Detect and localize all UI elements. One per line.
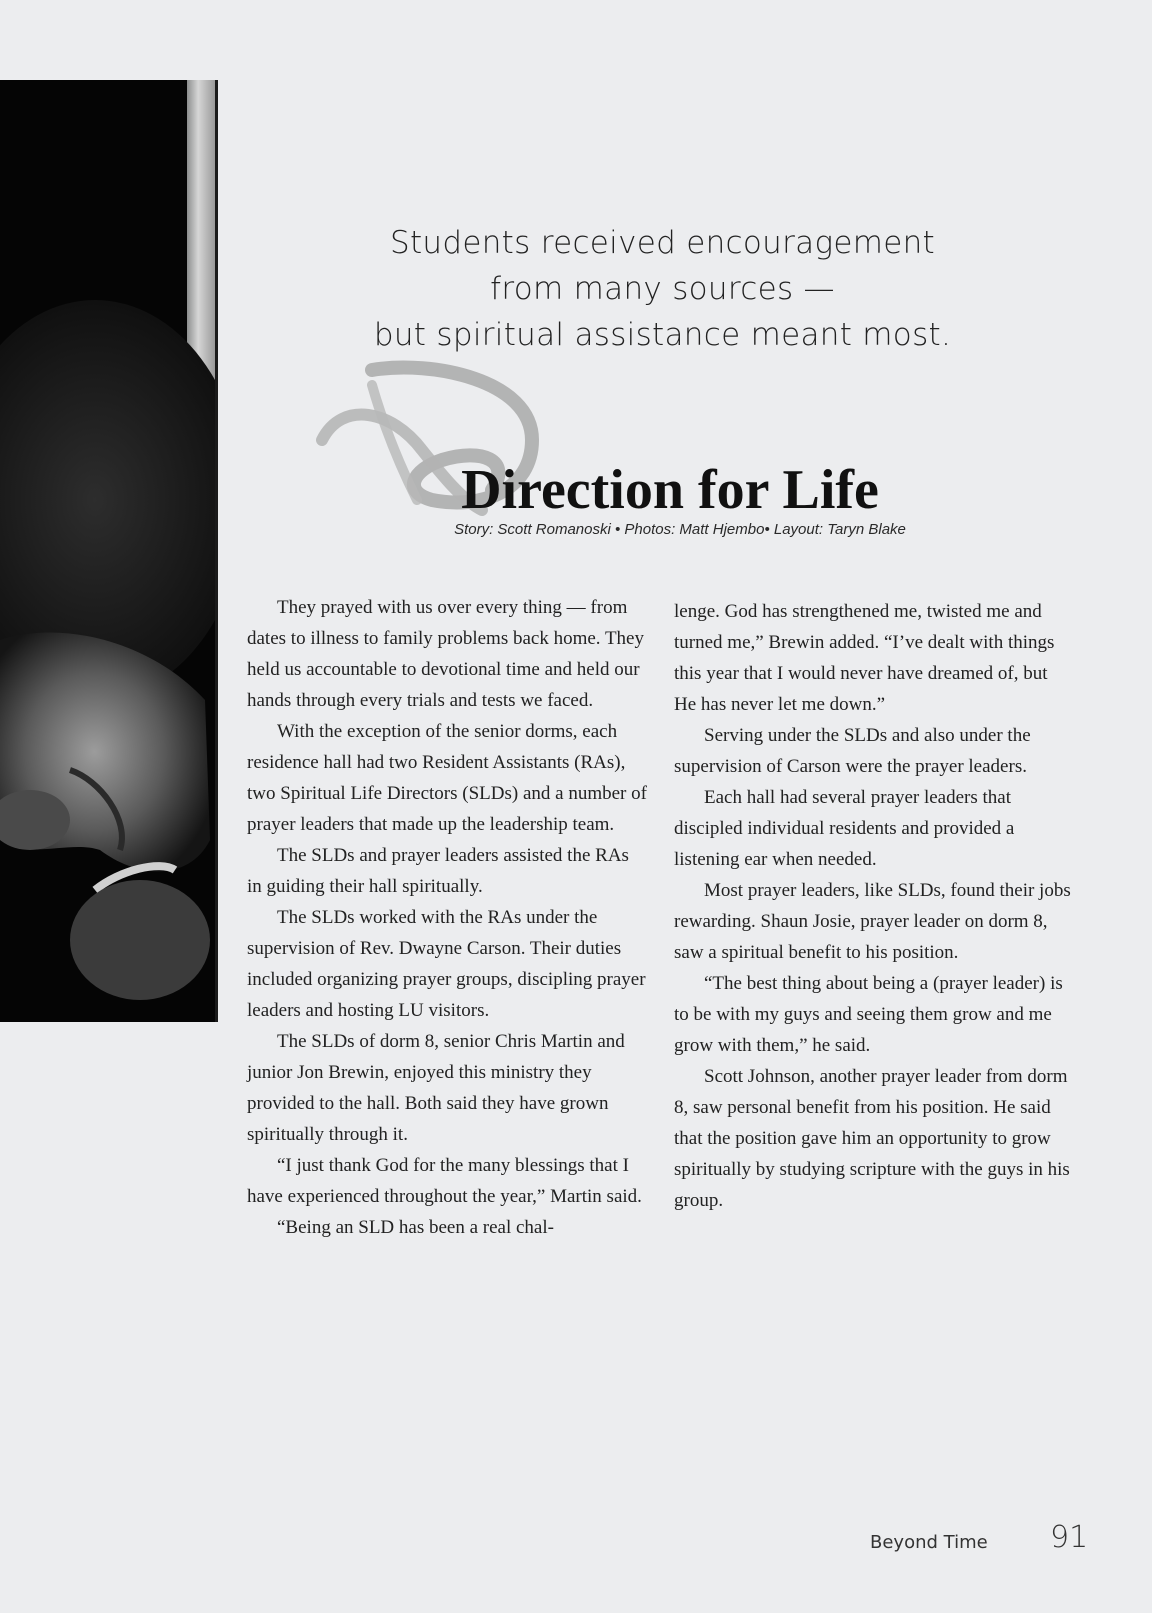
paragraph: Each hall had several prayer leaders that discipled individual residents and provided a listening ear when needed. [674,787,1015,870]
photo-praying-students [0,80,218,1022]
paragraph: Serving under the SLDs and also under the supervision of Carson were the prayer leaders. [674,725,1031,777]
body-column-right [674,596,1074,1216]
page-number: 91 [1050,1520,1089,1555]
folio-label: Beyond Time [870,1532,988,1553]
paragraph: “Being an SLD has been a real chal- [277,1217,554,1238]
credits-line: Story: Scott Romanoski • Photos: Matt Hjembo• Layout: Taryn Blake [454,521,906,538]
body-column-left [247,592,647,1243]
photo-figure-shapes [0,80,218,1022]
headline: Direction for Life [461,459,879,521]
subhead-line-2: from many sources — [490,271,835,307]
subhead-line-1: Students received encouragement [389,225,936,261]
paragraph: The SLDs of dorm 8, senior Chris Martin and junior Jon Brewin, enjoyed this ministry they provided to the hall. Both said they have grown spiritually through it. [247,1031,625,1145]
paragraph: The SLDs and prayer leaders assisted the RAs in guiding their hall spiritually. [247,845,629,897]
paragraph: lenge. God has strengthened me, twisted me and turned me,” Brewin added. “I’ve dealt with things this year that I would never have dreamed of, but He has never let me down.” [674,601,1055,715]
paragraph: “The best thing about being a (prayer leader) is to be with my guys and seeing them grow and me grow with them,” he said. [674,973,1063,1056]
paragraph: With the exception of the senior dorms, each residence hall had two Resident Assistants (RAs), two Spiritual Life Directors (SLDs) and a number of prayer leaders that made up the leadership team. [247,721,647,835]
subhead-line-3: but spiritual assistance meant most. [373,317,952,353]
paragraph: “I just thank God for the many blessings that I have experienced throughout the year,” Martin said. [247,1155,642,1207]
paragraph: Most prayer leaders, like SLDs, found their jobs rewarding. Shaun Josie, prayer leader on dorm 8, saw a spiritual benefit to his position. [674,880,1071,963]
photo-border [215,80,218,1022]
paragraph: The SLDs worked with the RAs under the supervision of Rev. Dwayne Carson. Their duties included organizing prayer groups, discipling prayer leaders and hosting LU visitors. [247,907,646,1021]
paragraph: They prayed with us over every thing — from dates to illness to family problems back home. They held us accountable to devotional time and held our hands through every trials and tests we faced. [247,597,644,711]
subheadline [330,220,995,358]
paragraph: Scott Johnson, another prayer leader from dorm 8, saw personal benefit from his position. He said that the position gave him an opportunity to grow spiritually by studying scripture with the guys in his group. [674,1066,1070,1211]
